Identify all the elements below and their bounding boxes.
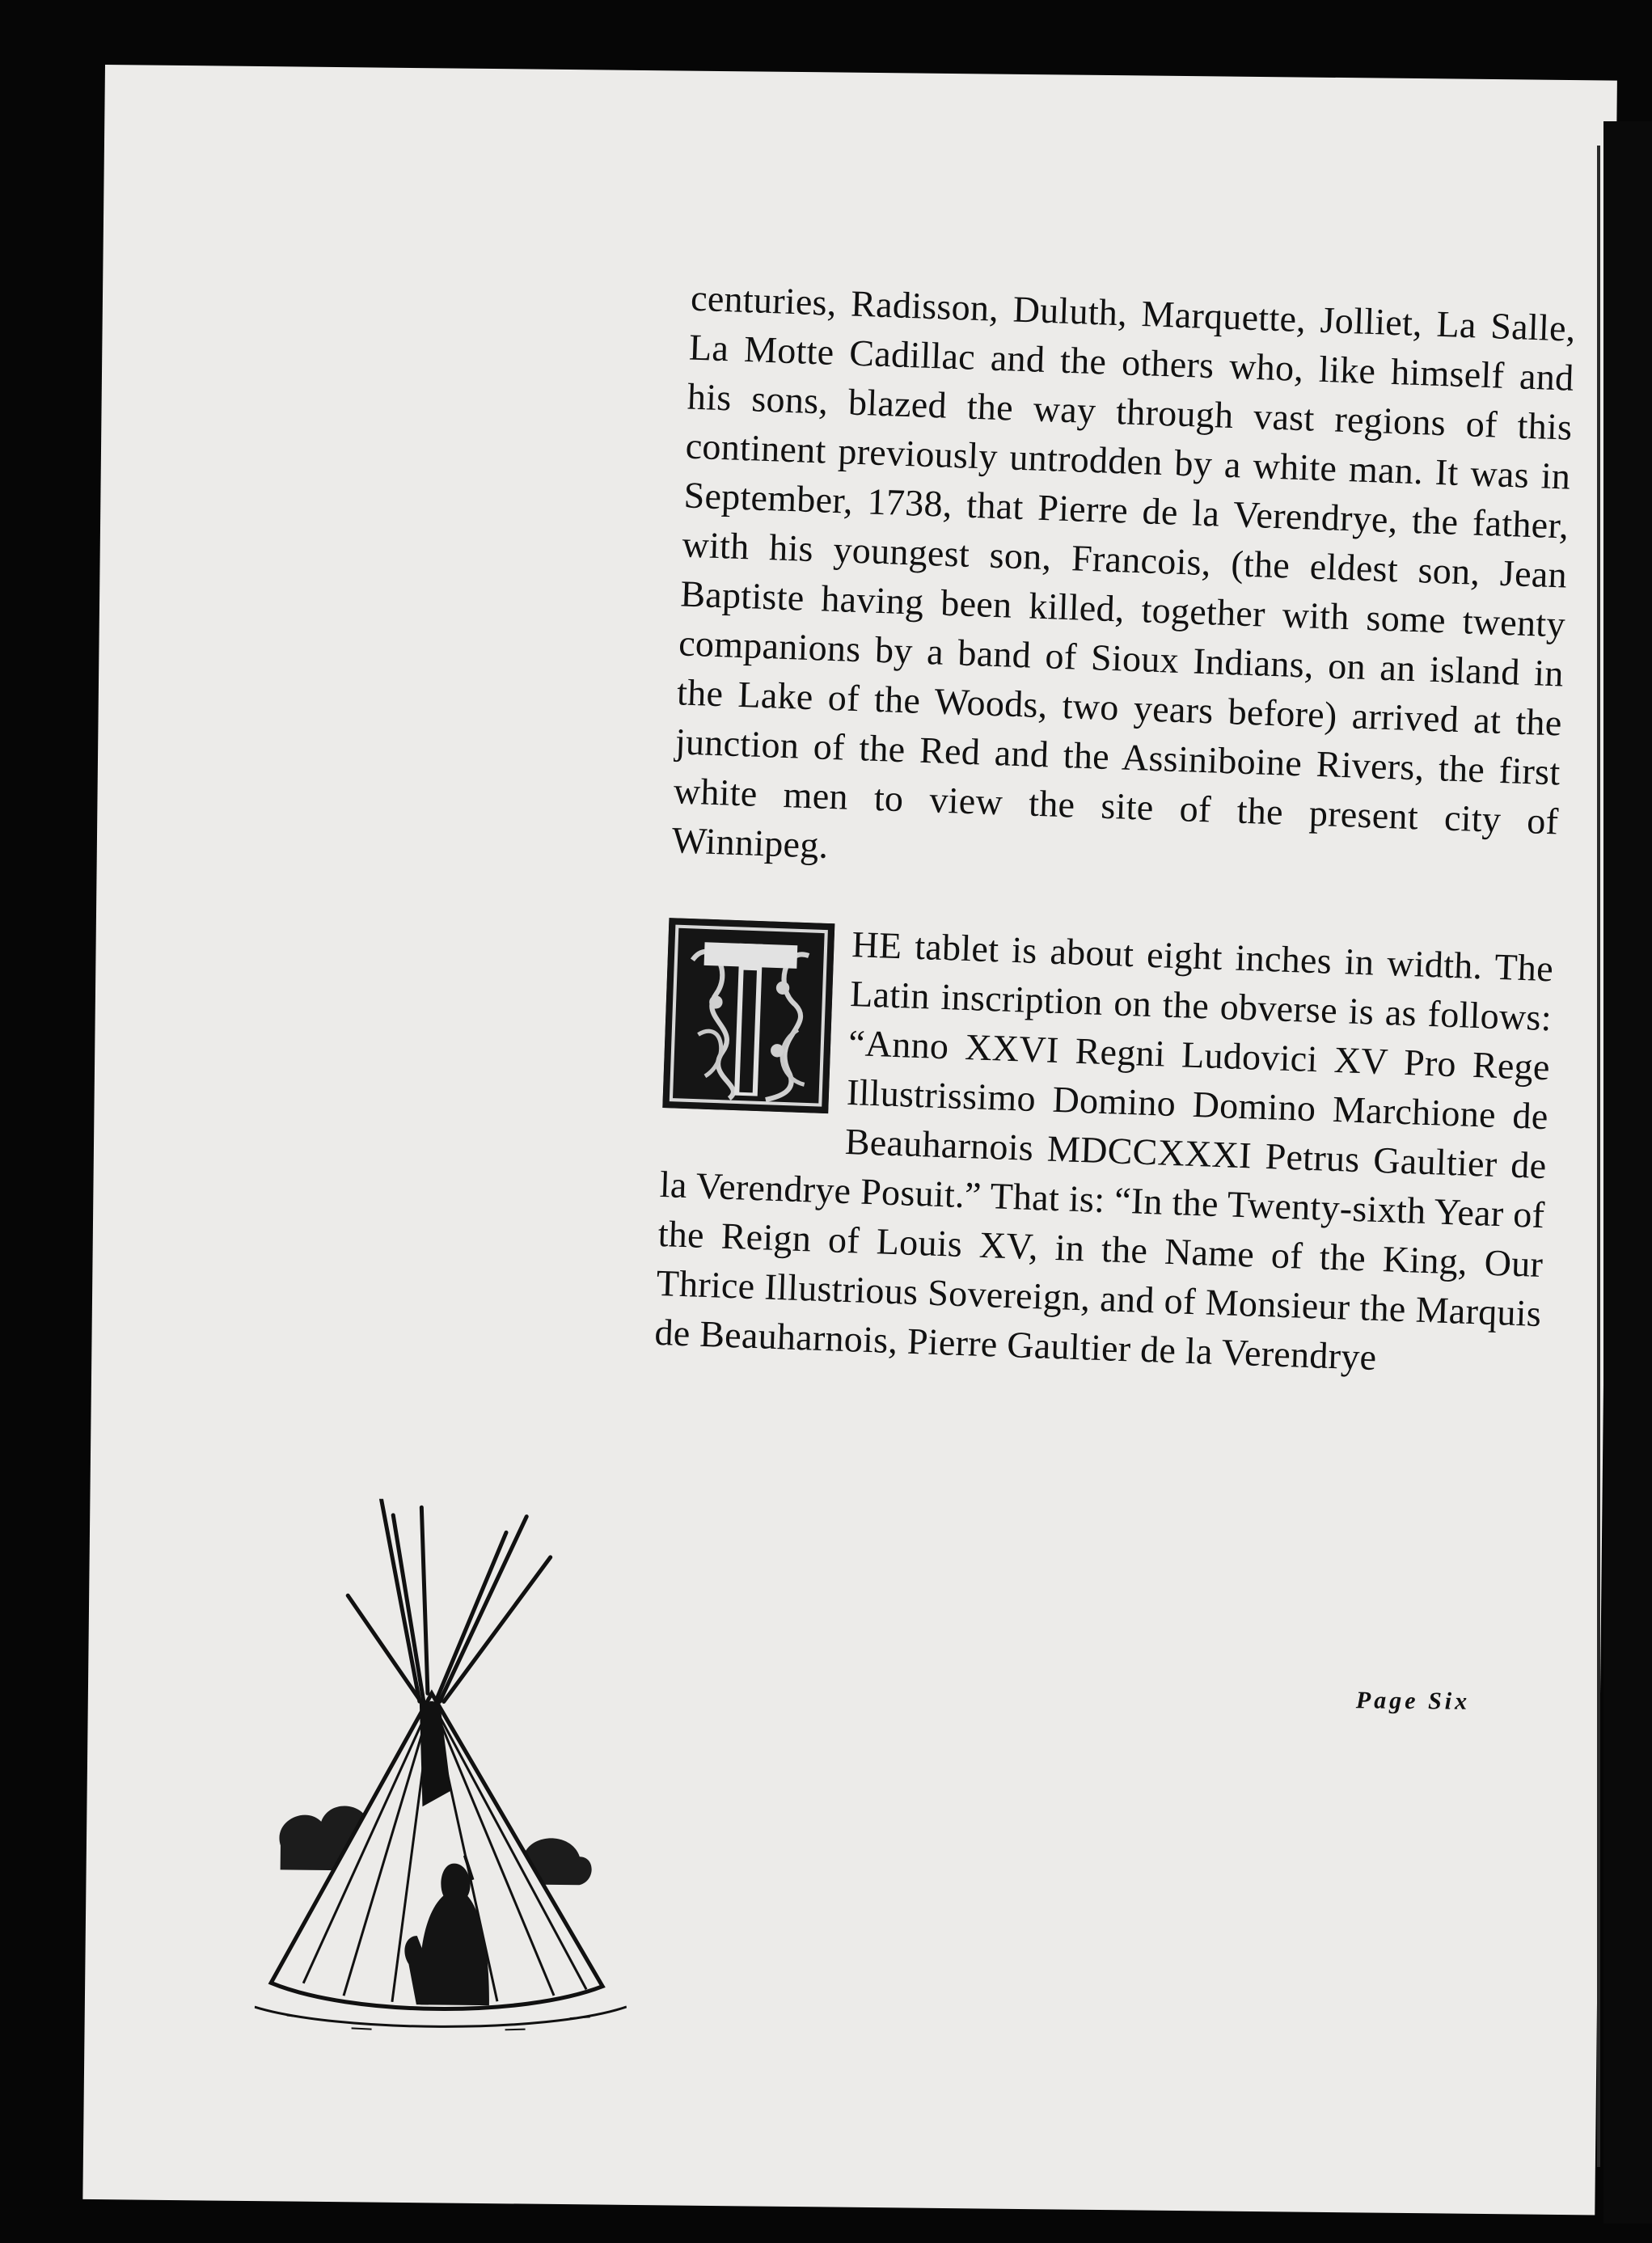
scanned-page bbox=[82, 65, 1617, 2215]
page-edge-line bbox=[1597, 146, 1600, 2167]
ornamental-initial-icon bbox=[662, 918, 834, 1113]
paragraph-1: centuries, Radisson, Duluth, Marquette, Jolliet, La Salle, La Motte Cadillac and the others who, like himself and his sons, blazed the way through vast regions of this continent previously untrodden by a white man. It was in September, 1738, that Pierre de la Verendrye, the father, with his youngest son, Francois, (the eldest son, Jean Baptiste having been killed, together with some twenty companions by a band of Sioux Indians, on an island in the Lake of the Woods, two years before) arrived at the junction of the Red and the Assiniboine Rivers, the first white men to view the site of the present city of Winnipeg. bbox=[670, 277, 1577, 866]
paragraph-2-text: HE tablet is about eight inches in width. The Latin inscription on the obverse is as follows: “Anno XXVI Regni Ludovici XV Pro Rege Illustrissimo Domino Domino Marchione de Beauharnois MDCCXXXI Petrus Gaultier de la Verendrye Posuit.” That is: “In the Twenty-sixth Year of the Reign of Louis XV, in the Name of the King, Our Thrice Illustrious Sovereign, and of Monsieur the Marquis de Beauharnois, Pierre Gaultier de la Verendrye bbox=[653, 923, 1554, 1378]
page-text bbox=[654, 273, 1577, 1388]
page-number: Page Six bbox=[1355, 1687, 1471, 1715]
teepee-illustration-icon bbox=[254, 1497, 632, 2043]
scan-border-right bbox=[1603, 121, 1652, 2224]
paragraph-2 bbox=[654, 913, 1554, 1388]
